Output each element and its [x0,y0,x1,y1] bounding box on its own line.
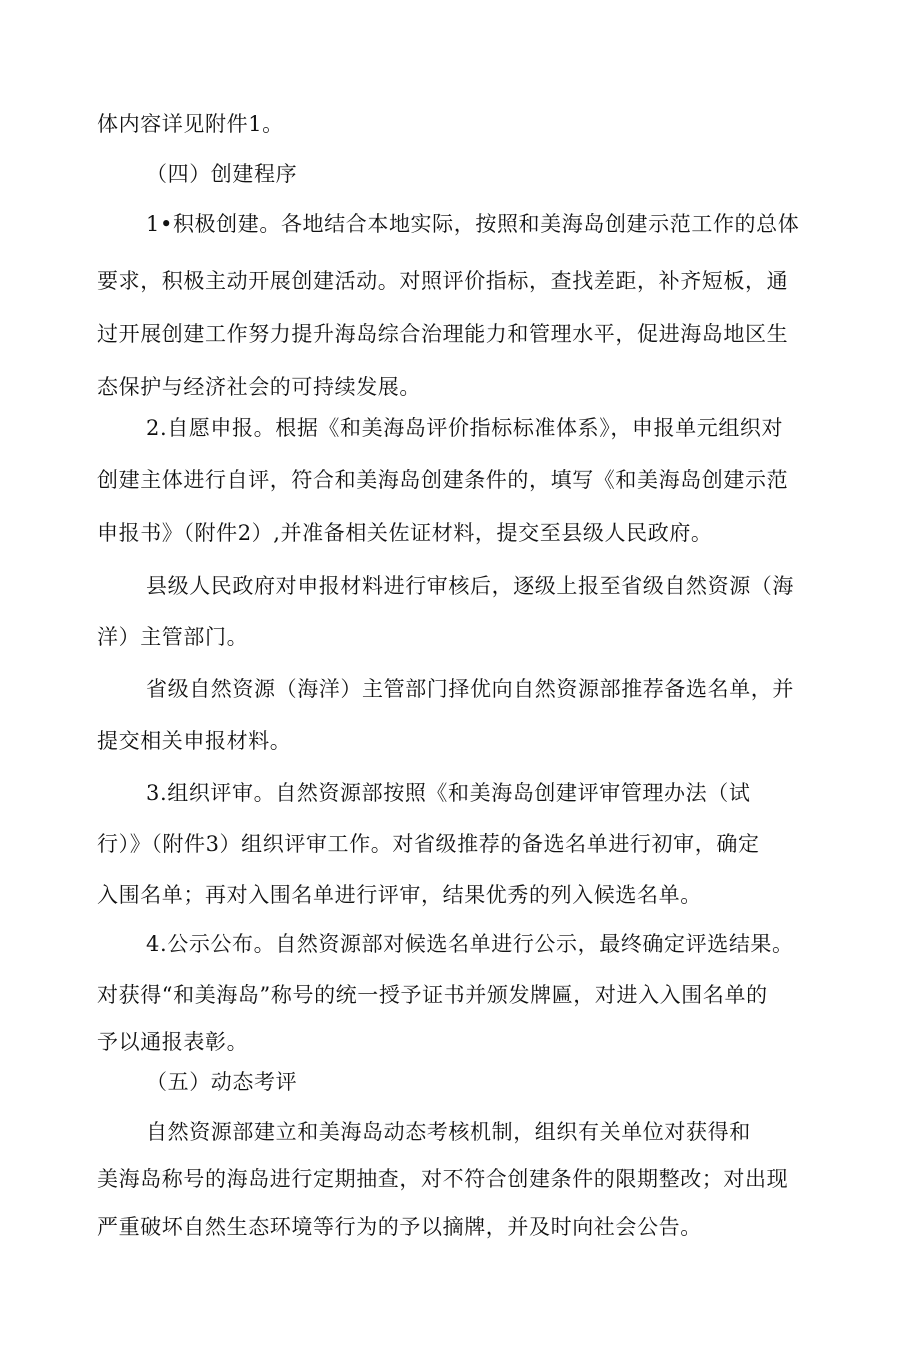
text-line-3: 1•积极创建。各地结合本地实际，按照和美海岛创建示范工作的总体 [146,212,800,236]
text-line-16: 入围名单；再对入围名单进行评审，结果优秀的列入候选名单。 [97,883,702,907]
text-line-8: 创建主体进行自评，符合和美海岛创建条件的，填写《和美海岛创建示范 [97,468,789,492]
text-line-12: 省级自然资源（海洋）主管部门择优向自然资源部推荐备选名单，并 [146,677,794,701]
text-line-22: 美海岛称号的海岛进行定期抽查，对不符合创建条件的限期整改；对出现 [97,1167,789,1191]
text-line-6: 态保护与经济社会的可持续发展。 [97,375,421,399]
text-line-14: 3.组织评审。自然资源部按照《和美海岛创建评审管理办法（试 [146,781,751,805]
text-line-13: 提交相关申报材料。 [97,729,292,753]
section-heading-5: （五）动态考评 [146,1070,298,1094]
text-line-15: 行）》（附件3）组织评审工作。对省级推荐的备选名单进行初审，确定 [97,832,760,856]
text-line-7: 2.自愿申报。根据《和美海岛评价指标标准体系》，申报单元组织对 [146,416,784,440]
text-line-19: 予以通报表彰。 [97,1030,249,1054]
text-line-4: 要求，积极主动开展创建活动。对照评价指标，查找差距，补齐短板，通 [97,269,789,293]
text-line-1: 体内容详见附件1。 [97,112,284,136]
text-line-23: 严重破坏自然生态环境等行为的予以摘牌，并及时向社会公告。 [97,1215,702,1239]
text-line-11: 洋）主管部门。 [97,625,249,649]
section-heading-4: （四）创建程序 [146,162,298,186]
text-line-21: 自然资源部建立和美海岛动态考核机制，组织有关单位对获得和 [146,1120,751,1144]
text-line-17: 4.公示公布。自然资源部对候选名单进行公示，最终确定评选结果。 [146,932,794,956]
text-line-18: 对获得“和美海岛”称号的统一授予证书并颁发牌匾，对进入入围名单的 [97,983,768,1007]
text-line-9: 申报书》（附件2）,并准备相关佐证材料，提交至县级人民政府。 [97,521,713,545]
text-line-10: 县级人民政府对申报材料进行审核后，逐级上报至省级自然资源（海 [146,574,794,598]
text-line-5: 过开展创建工作努力提升海岛综合治理能力和管理水平，促进海岛地区生 [97,322,789,346]
